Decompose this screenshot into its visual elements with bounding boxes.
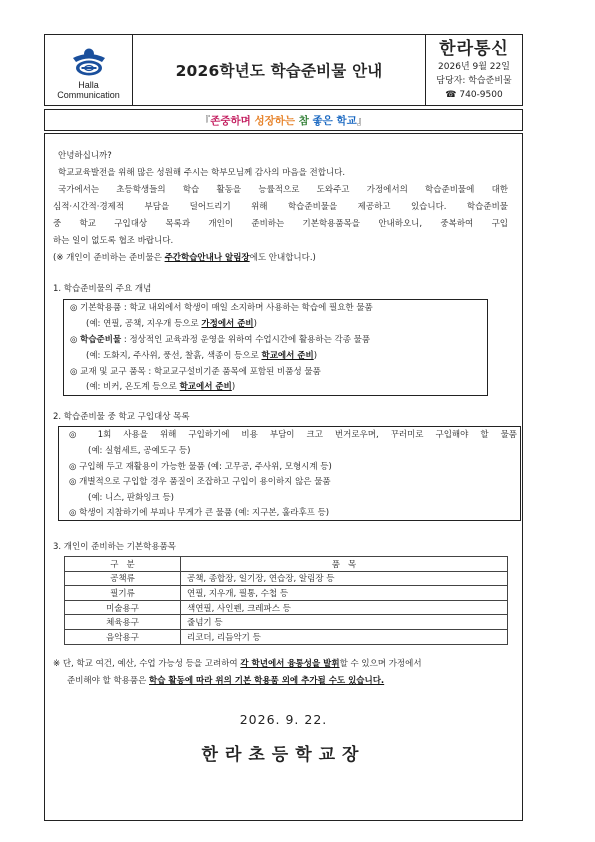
table-row [65, 600, 508, 615]
section-2-box [58, 426, 521, 521]
table-row [65, 615, 508, 630]
table-cell-items: 공책, 종합장, 일기장, 연습장, 알림장 등 [181, 571, 508, 586]
school-purchase-item-1-example: (예: 실험세트, 공예도구 등) [88, 446, 191, 456]
school-purchase-item-2: ◎ 구입해 두고 재활용이 가능한 물품 (예: 고무공, 주사위, 모형시계 등) [69, 462, 332, 472]
intro-line-1: 학교교육발전을 위해 많은 성원해 주시는 학부모님께 감사의 마음을 전합니다. [58, 168, 346, 178]
phone-number: ☎ 740-9500 [445, 90, 503, 100]
person-in-charge: 담당자: 학습준비물 [436, 76, 512, 86]
intro-line-4: 중 학교 구입대상 목록과 개인이 준비하는 기본학용품목을 안내하오니, 중복하여 구입 [53, 219, 508, 229]
concept-learning-materials-example: (예: 도화지, 주사위, 풍선, 찰흙, 색종이 등으로 학교에서 준비) [86, 351, 318, 361]
issue-date: 2026년 9월 22일 [438, 62, 510, 72]
page-title: 2026학년도 학습준비물 안내 [175, 62, 383, 80]
footnote-line-1: ※ 단, 학교 여건, 예산, 수업 가능성 등을 고려하여 각 학년에서 융통성을 발휘할 수 있으며 가정에서 [53, 659, 422, 669]
table-cell-category: 공책류 [65, 571, 181, 586]
motto-part-2: 성장하는 [254, 114, 296, 127]
section-1-box [63, 299, 488, 396]
school-purchase-item-4: ◎ 학생이 지참하기에 부피나 무게가 큰 물품 (예: 지구본, 훌라후프 등) [69, 508, 330, 518]
section-2-heading: 2. 학습준비물 중 학교 구입대상 목록 [53, 412, 190, 422]
intro-note-emphasis: 주간학습안내나 알림장 [164, 253, 250, 263]
intro-line-5: 하는 일이 없도록 협조 바랍니다. [53, 236, 174, 246]
title-cell [133, 35, 426, 105]
table-header-category: 구 분 [65, 557, 181, 572]
table-cell-items: 색연필, 사인펜, 크레파스 등 [181, 600, 508, 615]
newsletter-header [44, 34, 523, 106]
table-cell-category: 음악용구 [65, 629, 181, 644]
concept-basic-supplies-example: (예: 연필, 공책, 지우개 등으로 가정에서 준비) [86, 319, 257, 329]
newsletter-name: 한라통신 [439, 39, 509, 59]
table-row [65, 629, 508, 644]
basic-supplies-table [64, 556, 508, 645]
table-cell-category: 체육용구 [65, 615, 181, 630]
school-motto: 『 존중하며 성장하는 참 좋은 학교 』 [44, 109, 523, 131]
table-cell-category: 필기류 [65, 586, 181, 601]
table-header-items: 품 목 [181, 557, 508, 572]
info-cell [426, 35, 522, 105]
motto-part-4: 좋은 학교 [312, 114, 357, 127]
school-purchase-item-3: ◎ 개별적으로 구입할 경우 품질이 조잡하고 구입이 용이하지 않은 물품 [69, 477, 331, 487]
intro-note: (※ 개인이 준비하는 준비물은 주간학습안내나 알림장에도 안내합니다.) [53, 253, 316, 263]
table-header-row [65, 557, 508, 572]
table-cell-items: 줄넘기 등 [181, 615, 508, 630]
school-purchase-item-3-example: (예: 니스, 판화잉크 등) [88, 493, 174, 503]
table-row [65, 586, 508, 601]
concept-teaching-aids: ◎ 교재 및 교구 품목 : 학교교구설비기준 품목에 포함된 비품성 물품 [70, 367, 321, 377]
school-purchase-item-1: ◎ 1회 사용을 위해 구입하기에 비용 부담이 크고 번거로우며, 꾸러미로 구입해야 할 물품 [69, 430, 517, 440]
concept-learning-materials: ◎ 학습준비물 : 정상적인 교육과정 운영을 위하여 수업시간에 활용하는 각종 물품 [70, 335, 371, 345]
document-body [44, 133, 523, 821]
section-3-heading: 3. 개인이 준비하는 기본학용품목 [53, 542, 176, 552]
concept-teaching-aids-example: (예: 비커, 온도계 등으로 학교에서 준비) [86, 382, 236, 392]
concept-basic-supplies: ◎ 기본학용품 : 학교 내외에서 학생이 매일 소지하며 사용하는 학습에 필요한 물품 [70, 303, 373, 313]
logo-cell [45, 35, 133, 105]
motto-part-3: 참 [298, 114, 309, 127]
table-row [65, 571, 508, 586]
table-cell-category: 미술용구 [65, 600, 181, 615]
school-logo-icon [71, 47, 107, 77]
motto-part-1: 존중하며 [210, 114, 251, 127]
principal-signature: 한라초등학교장 [201, 745, 366, 765]
table-cell-items: 리코더, 리듬악기 등 [181, 629, 508, 644]
table-cell-items: 연필, 지우개, 필통, 수첩 등 [181, 586, 508, 601]
logo-name: Halla Communication [57, 80, 120, 100]
greeting: 안녕하십니까? [58, 151, 112, 161]
section-1-heading: 1. 학습준비물의 주요 개념 [53, 284, 152, 294]
intro-line-2: 국가에서는 초등학생들의 학습 활동을 능률적으로 도와주고 가정에서의 학습준비물에 대한 [58, 185, 508, 195]
intro-line-3: 심적·시간적·경제적 부담을 덜어드리기 위해 학습준비물을 제공하고 있습니다. 학습준비물 [53, 202, 508, 212]
closing-date: 2026. 9. 22. [239, 712, 328, 727]
footnote-line-2: 준비해야 할 학용품은 학습 활동에 따라 위의 기본 학용품 외에 추가될 수도 있습니다. [67, 676, 385, 686]
